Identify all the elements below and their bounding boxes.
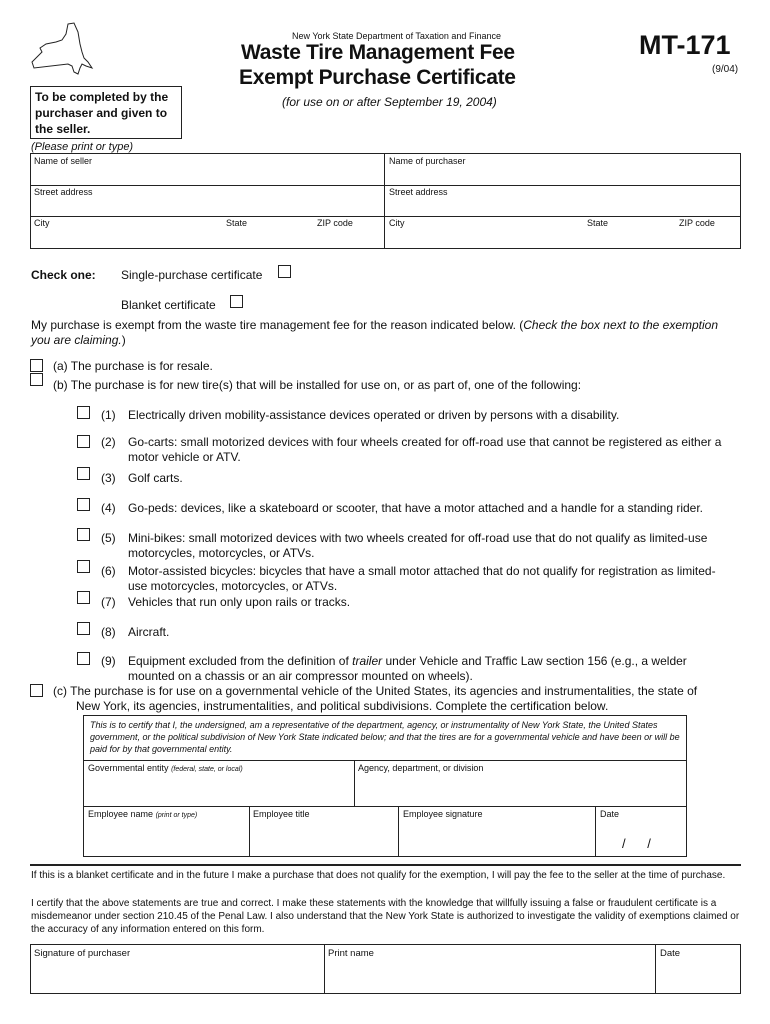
option-c-checkbox[interactable] — [30, 684, 43, 697]
form-title-line1: Waste Tire Management Fee — [241, 41, 515, 64]
sub-item-num-7: (7) — [101, 595, 116, 609]
blanket-label: Blanket certificate — [121, 298, 216, 312]
sub-item-checkbox-4[interactable] — [77, 498, 90, 511]
instruction-text: To be completed by the purchaser and given to the seller. — [35, 90, 169, 136]
certification-date-field[interactable]: Date — [600, 809, 620, 819]
footer-divider — [30, 864, 741, 866]
sub-item-checkbox-5[interactable] — [77, 528, 90, 541]
new-york-state-map-icon — [28, 22, 94, 78]
seller-zip-field[interactable]: ZIP code — [317, 218, 353, 228]
sub-item-num-5: (5) — [101, 531, 116, 545]
governmental-entity-field[interactable]: Governmental entity (federal, state, or local) — [88, 763, 243, 773]
sub-item-checkbox-9[interactable] — [77, 652, 90, 665]
purchaser-state-field[interactable]: State — [587, 218, 609, 228]
agency-name: New York State Department of Taxation and Finance — [292, 31, 501, 41]
seller-purchaser-grid — [30, 153, 741, 249]
seller-state-field[interactable]: State — [226, 218, 248, 228]
purchaser-street-field[interactable]: Street address — [389, 187, 448, 197]
sub-item-checkbox-2[interactable] — [77, 435, 90, 448]
employee-signature-field[interactable]: Employee signature — [403, 809, 483, 819]
sub-item-text-5: Mini-bikes: small motorized devices with two wheels created for off-road use that do not qualify as limited-use motorcycles, motorcycles, or ATVs. — [128, 531, 708, 560]
sub-item-text-9: Equipment excluded from the definition of trailer under Vehicle and Traffic Law section 156 (e.g., a welder mounted on a chassis or an air compressor mounted on wheels). — [128, 654, 687, 683]
purchaser-zip-field[interactable]: ZIP code — [679, 218, 715, 228]
single-purchase-checkbox[interactable] — [278, 265, 291, 278]
employee-title-field[interactable]: Employee title — [253, 809, 310, 819]
date-slashes: / / — [622, 836, 651, 851]
sub-item-checkbox-6[interactable] — [77, 560, 90, 573]
sub-item-num-8: (8) — [101, 625, 116, 639]
option-b-checkbox[interactable] — [30, 373, 43, 386]
agency-field[interactable]: Agency, department, or division — [358, 763, 484, 773]
sub-item-checkbox-1[interactable] — [77, 406, 90, 419]
sub-item-checkbox-8[interactable] — [77, 622, 90, 635]
sub-item-checkbox-3[interactable] — [77, 467, 90, 480]
blanket-checkbox[interactable] — [230, 295, 243, 308]
sub-item-num-4: (4) — [101, 501, 116, 515]
blanket-note: If this is a blanket certificate and in the future I make a purchase that does not qualify for the exemption, I will pay the fee to the seller at the time of purchase. — [31, 870, 726, 881]
sub-item-text-6: Motor-assisted bicycles: bicycles that have a small motor attached that do not qualify for registration as limited-use motorcycles, motorcycles, or ATVs. — [128, 564, 716, 593]
single-purchase-label: Single-purchase certificate — [121, 268, 263, 282]
signature-grid — [30, 944, 741, 994]
sub-item-text-2: Go-carts: small motorized devices with four wheels created for off-road use that cannot be registered as either a motor vehicle or ATV. — [128, 435, 722, 464]
sub-item-text-3: Golf carts. — [128, 471, 183, 485]
sub-item-num-1: (1) — [101, 408, 116, 422]
option-b-text: (b) The purchase is for new tire(s) that will be installed for use on, or as part of, one of the following: — [53, 378, 582, 392]
purchaser-name-field[interactable]: Name of purchaser — [389, 156, 466, 166]
employee-name-field[interactable]: Employee name (print or type) — [88, 809, 198, 819]
seller-street-field[interactable]: Street address — [34, 187, 93, 197]
sub-item-text-4: Go-peds: devices, like a skateboard or scooter, that have a motor attached and a handle for a standing rider. — [128, 501, 704, 515]
certify-statement: I certify that the above statements are true and correct. I make these statements with the knowledge that willfully issuing a false or fraudulent certificate is a misdemeanor under section 210.45 of the Penal Law. I also understand that the New York State is authorized to investigate the validity of exemptions claimed or the accuracy of any information entered on this form. — [31, 898, 740, 935]
purchaser-city-field[interactable]: City — [389, 218, 405, 228]
sub-item-text-8: Aircraft. — [128, 625, 170, 639]
form-subtitle: (for use on or after September 19, 2004) — [282, 95, 497, 109]
sub-item-num-6: (6) — [101, 564, 116, 578]
form-title-line2: Exempt Purchase Certificate — [239, 66, 516, 89]
print-note: (Please print or type) — [31, 141, 134, 153]
check-one-label: Check one: — [31, 268, 96, 282]
purchaser-date-field[interactable]: Date — [660, 948, 681, 959]
option-a-checkbox[interactable] — [30, 359, 43, 372]
certification-text: This is to certify that I, the undersigned, am a representative of the department, agency, or instrumentality of New York State, the United States government, or the political subdivision of New York State indicated below; and that the tires are for a governmental vehicle and have been or will be paid for by that governmental entity. — [90, 720, 680, 754]
form-number: MT-171 — [639, 30, 731, 60]
sub-item-text-7: Vehicles that run only upon rails or tracks. — [128, 595, 351, 609]
seller-name-field[interactable]: Name of seller — [34, 156, 93, 166]
form-revision: (9/04) — [712, 64, 739, 75]
option-a-text: (a) The purchase is for resale. — [53, 359, 213, 373]
sub-item-num-3: (3) — [101, 471, 116, 485]
sub-item-checkbox-7[interactable] — [77, 591, 90, 604]
seller-city-field[interactable]: City — [34, 218, 50, 228]
option-c-text-line2: New York, its agencies, instrumentalities, and political subdivisions. Complete the certification below. — [76, 699, 609, 713]
sub-item-text-1: Electrically driven mobility-assistance devices operated or driven by persons with a disability. — [128, 408, 620, 422]
option-c-text-line1: (c) The purchase is for use on a governmental vehicle of the United States, its agencies and instrumentalities, the state of — [53, 684, 698, 698]
sub-item-num-2: (2) — [101, 435, 116, 449]
print-name-field[interactable]: Print name — [328, 948, 374, 959]
sub-item-num-9: (9) — [101, 654, 116, 668]
purchaser-signature-field[interactable]: Signature of purchaser — [34, 948, 131, 959]
intro-text: My purchase is exempt from the waste tire management fee for the reason indicated below. (Check the box next to the exemption you are claiming.) — [31, 318, 719, 347]
